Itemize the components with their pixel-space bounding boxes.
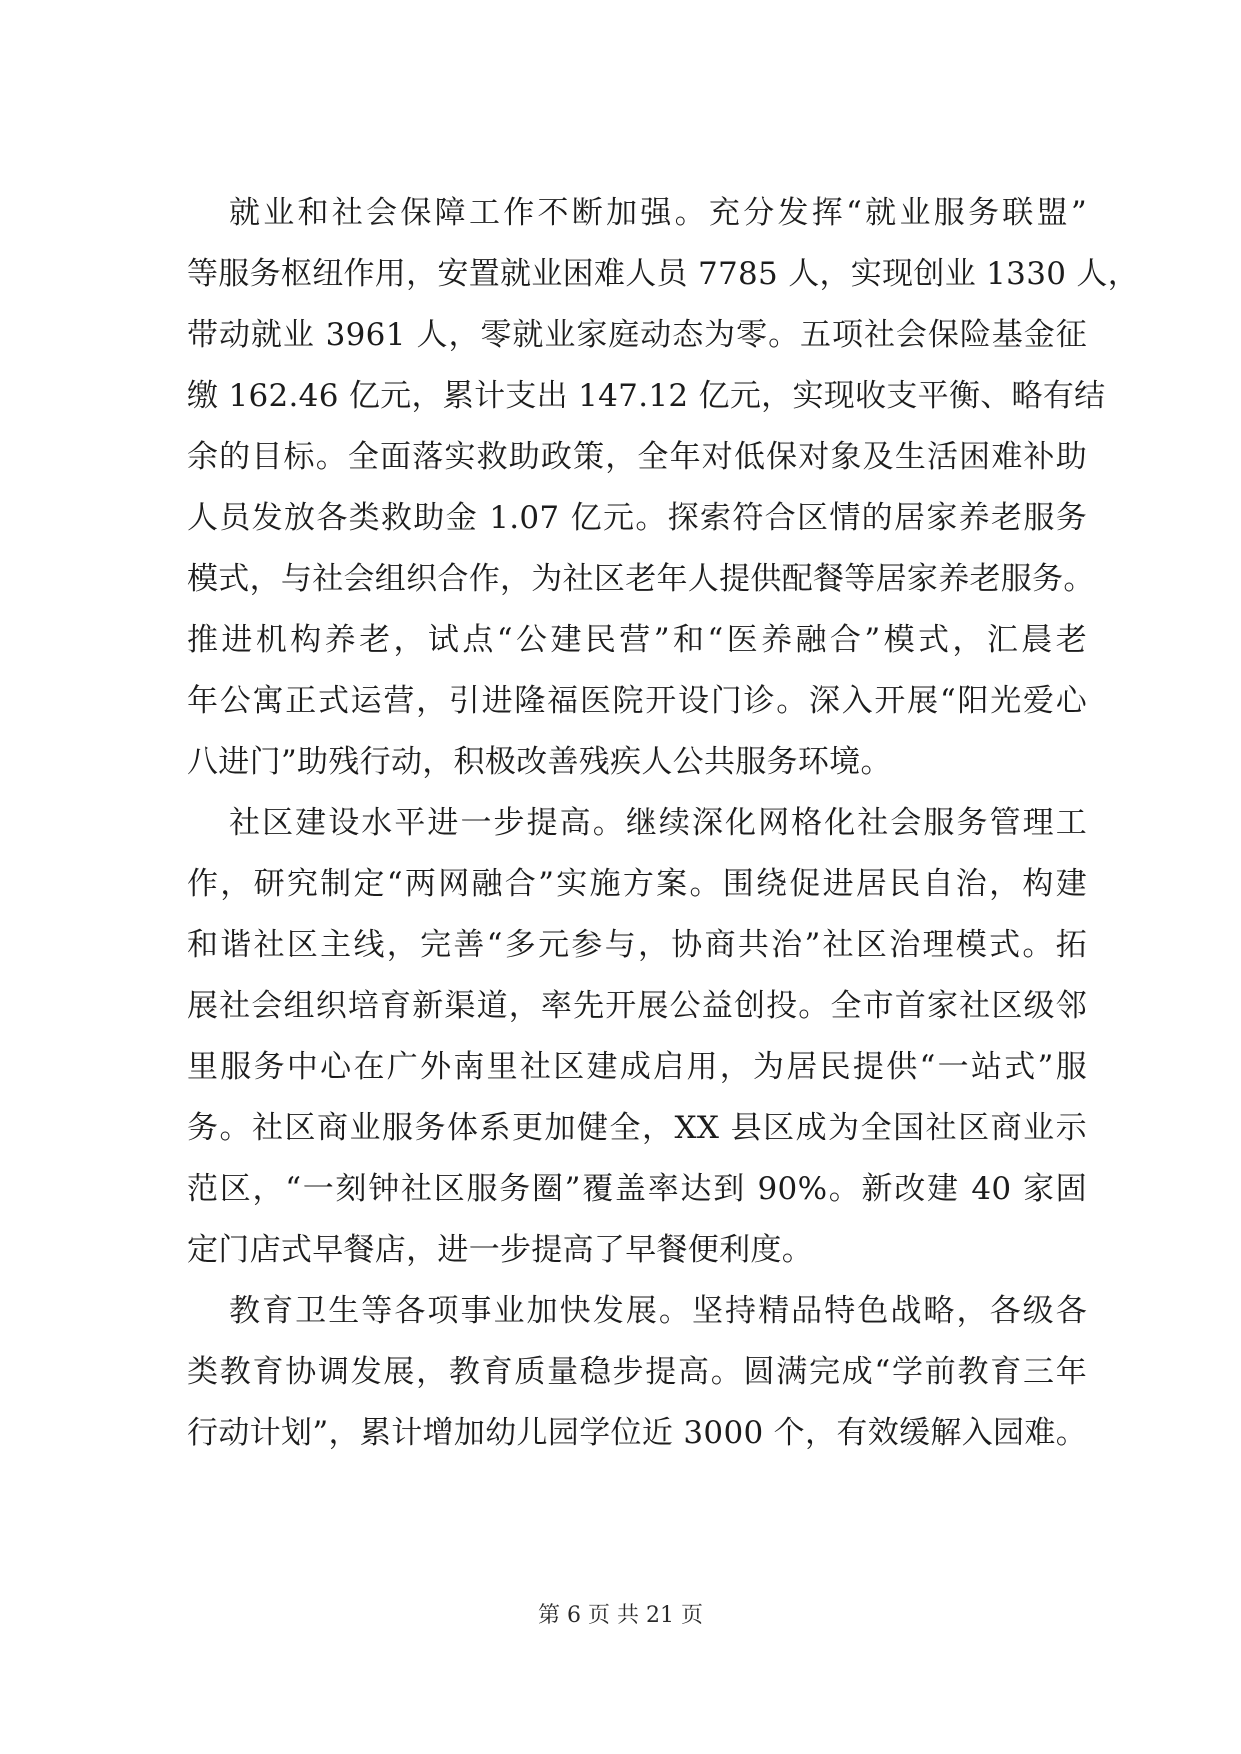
text-line: 类教育协调发展，教育质量稳步提高。圆满完成“学前教育三年: [187, 1354, 1087, 1390]
text-line: 就业和社会保障工作不断加强。充分发挥“就业服务联盟”: [229, 195, 1087, 231]
text-line: 里服务中心在广外南里社区建成启用，为居民提供“一站式”服: [187, 1049, 1087, 1085]
text-line: 八进门”助残行动，积极改善残疾人公共服务环境。: [187, 744, 892, 780]
text-line: 定门店式早餐店，进一步提高了早餐便利度。: [187, 1232, 813, 1268]
text-line: 和谐社区主线，完善“多元参与，协商共治”社区治理模式。拓: [187, 927, 1087, 963]
text-line: 年公寓正式运营，引进隆福医院开设门诊。深入开展“阳光爱心: [187, 683, 1087, 719]
text-line: 模式，与社会组织合作，为社区老年人提供配餐等居家养老服务。: [187, 561, 1095, 597]
text-line: 展社会组织培育新渠道，率先开展公益创投。全市首家社区级邻: [187, 988, 1087, 1024]
text-line: 行动计划”，累计增加幼儿园学位近 3000 个，有效缓解入园难。: [187, 1415, 1087, 1451]
text-line: 余的目标。全面落实救助政策，全年对低保对象及生活困难补助: [187, 439, 1087, 475]
text-line: 人员发放各类救助金 1.07 亿元。探索符合区情的居家养老服务: [187, 500, 1087, 536]
text-line: 作，研究制定“两网融合”实施方案。围绕促进居民自治，构建: [187, 866, 1087, 902]
page-footer: 第 6 页 共 21 页: [538, 1603, 703, 1628]
text-line: 范区，“一刻钟社区服务圈”覆盖率达到 90%。新改建 40 家固: [187, 1171, 1087, 1207]
text-line: 教育卫生等各项事业加快发展。坚持精品特色战略，各级各: [229, 1293, 1087, 1329]
text-line: 缴 162.46 亿元，累计支出 147.12 亿元，实现收支平衡、略有结: [187, 378, 1106, 414]
text-line: 带动就业 3961 人，零就业家庭动态为零。五项社会保险基金征: [187, 317, 1087, 353]
text-line: 社区建设水平进一步提高。继续深化网格化社会服务管理工: [229, 805, 1087, 841]
text-line: 推进机构养老，试点“公建民营”和“医养融合”模式，汇晨老: [187, 622, 1087, 658]
body-text: [187, 183, 1139, 1464]
text-line: 等服务枢纽作用，安置就业困难人员 7785 人，实现创业 1330 人，: [187, 256, 1139, 292]
text-line: 务。社区商业服务体系更加健全，XX 县区成为全国社区商业示: [187, 1110, 1087, 1146]
